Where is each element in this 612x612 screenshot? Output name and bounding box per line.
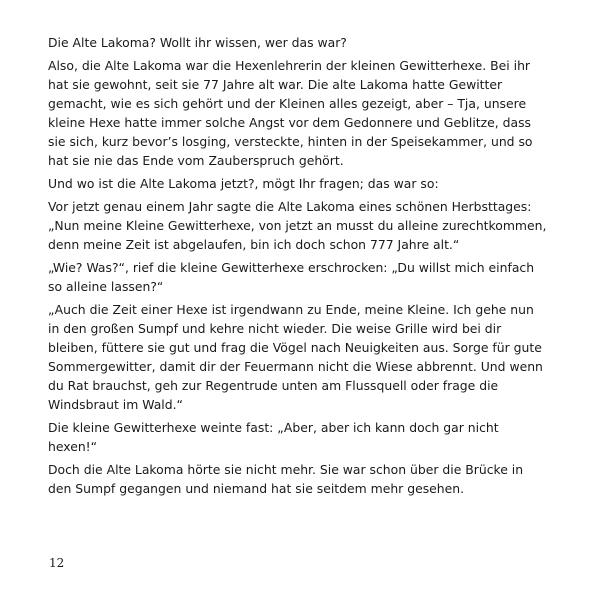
text-line: Windsbraut im Wald.“: [48, 397, 183, 412]
text-line: in den großen Sumpf und kehre nicht wieder. Die weise Grille wird bei dir: [48, 321, 502, 336]
paragraph-1: [48, 33, 578, 52]
text-line: Die Alte Lakoma? Wollt ihr wissen, wer das war?: [48, 35, 347, 50]
text-line: „Nun meine Kleine Gewitterhexe, von jetzt an musst du alleine zurechtkommen,: [48, 218, 547, 233]
text-line: denn meine Zeit ist abgelaufen, bin ich doch schon 777 Jahre alt.“: [48, 237, 460, 252]
text-line: „Wie? Was?“, rief die kleine Gewitterhexe erschrocken: „Du willst mich einfach: [48, 260, 535, 275]
text-line: hat sie gewohnt, seit sie 77 Jahre alt war. Die alte Lakoma hatte Gewitter: [48, 77, 503, 92]
paragraph-4: [48, 197, 578, 254]
paragraph-2: [48, 56, 578, 170]
text-line: den Sumpf gegangen und niemand hat sie seitdem mehr gesehen.: [48, 481, 465, 496]
paragraph-3: [48, 174, 578, 193]
text-line: hat sie nie das Ende vom Zauberspruch gehört.: [48, 153, 344, 168]
paragraph-7: [48, 418, 578, 456]
text-line: du Rat brauchst, geh zur Regentrude unten am Flussquell oder frage die: [48, 378, 499, 393]
text-line: Und wo ist die Alte Lakoma jetzt?, mögt Ihr fragen; das war so:: [48, 176, 439, 191]
text-line: kleine Hexe hatte immer solche Angst vor dem Gedonnere und Geblitze, dass: [48, 115, 531, 130]
paragraph-8: [48, 460, 578, 498]
paragraph-6: [48, 300, 578, 414]
page-number: 12: [49, 556, 65, 570]
text-line: bleiben, füttere sie gut und frag die Vögel nach Neuigkeiten aus. Sorge für gute: [48, 340, 542, 355]
text-line: gemacht, wie es sich gehört und der Kleinen alles gezeigt, aber – Tja, unsere: [48, 96, 527, 111]
text-line: so alleine lassen?“: [48, 279, 164, 294]
text-line: hexen!“: [48, 439, 98, 454]
text-line: Die kleine Gewitterhexe weinte fast: „Aber, aber ich kann doch gar nicht: [48, 420, 499, 435]
text-line: sie sich, kurz bevor’s losging, versteckte, hinten in der Speisekammer, und so: [48, 134, 533, 149]
text-line: Also, die Alte Lakoma war die Hexenlehrerin der kleinen Gewitterhexe. Bei ihr: [48, 58, 531, 73]
text-line: Sommergewitter, damit dir der Feuermann nicht die Wiese abbrennt. Und wenn: [48, 359, 543, 374]
text-line: Doch die Alte Lakoma hörte sie nicht mehr. Sie war schon über die Brücke in: [48, 462, 524, 477]
text-line: „Auch die Zeit einer Hexe ist irgendwann zu Ende, meine Kleine. Ich gehe nun: [48, 302, 534, 317]
story-text: [48, 33, 578, 502]
text-line: Vor jetzt genau einem Jahr sagte die Alte Lakoma eines schönen Herbsttages:: [48, 199, 532, 214]
paragraph-5: [48, 258, 578, 296]
